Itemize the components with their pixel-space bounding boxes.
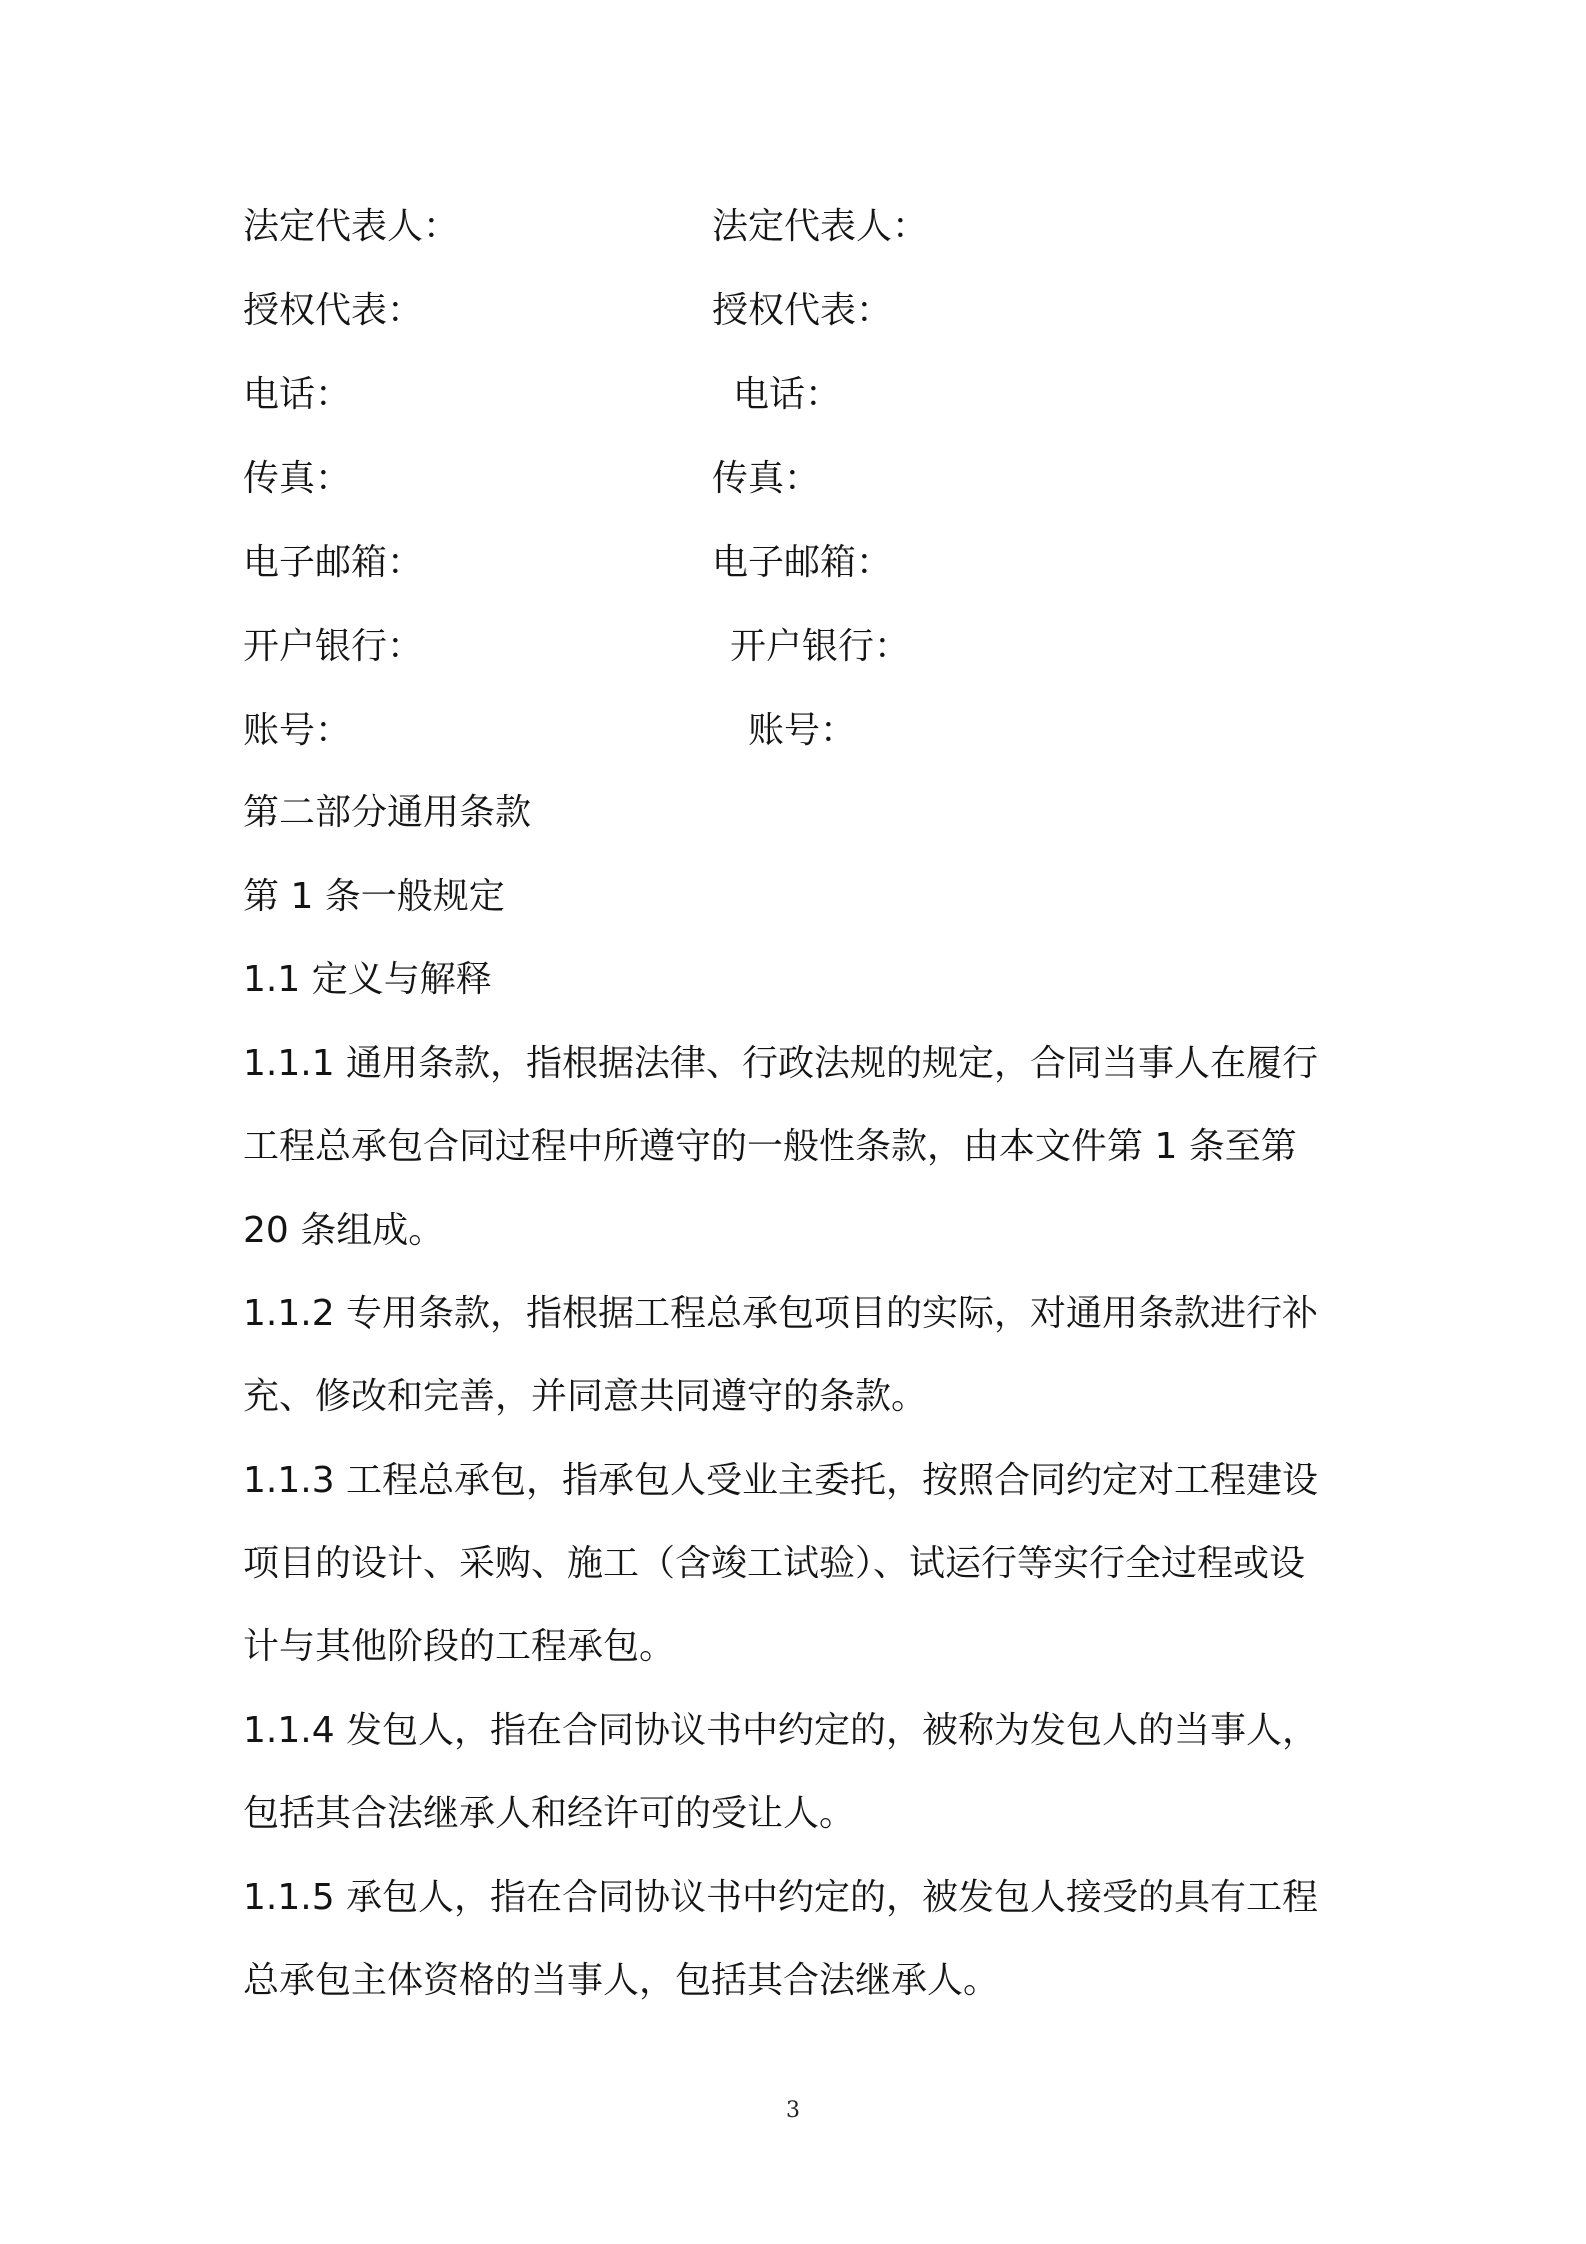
article-heading: 第 1 条一般规定 — [243, 876, 505, 917]
field-left-email: 电子邮箱： — [243, 542, 424, 583]
field-left-telephone: 电话： — [243, 374, 352, 415]
paragraph-line: 工程总承包合同过程中所遵守的一般性条款，由本文件第 1 条至第 — [243, 1126, 1297, 1167]
field-left-fax: 传真： — [243, 458, 352, 499]
field-left-authorized-representative: 授权代表： — [243, 290, 424, 331]
clause-heading: 1.1 定义与解释 — [243, 959, 492, 1000]
field-left-account: 账号： — [243, 710, 352, 751]
field-left-bank: 开户银行： — [243, 626, 424, 667]
paragraph-line: 1.1.2 专用条款，指根据工程总承包项目的实际，对通用条款进行补 — [243, 1293, 1319, 1334]
paragraph-line: 20 条组成。 — [243, 1210, 445, 1251]
field-right-authorized-representative: 授权代表： — [712, 290, 893, 331]
page-number: 3 — [786, 2098, 800, 2123]
field-right-email: 电子邮箱： — [712, 542, 893, 583]
paragraph-line: 1.1.3 工程总承包，指承包人受业主委托，按照合同约定对工程建设 — [243, 1460, 1319, 1501]
field-right-account: 账号： — [748, 710, 857, 751]
paragraph-line: 充、修改和完善，并同意共同遵守的条款。 — [243, 1376, 928, 1417]
paragraph-line: 项目的设计、采购、施工（含竣工试验）、试运行等实行全过程或设 — [243, 1543, 1306, 1584]
section-heading: 第二部分通用条款 — [243, 792, 532, 833]
field-left-legal-representative: 法定代表人： — [243, 206, 460, 247]
field-right-fax: 传真： — [712, 458, 821, 499]
field-right-legal-representative: 法定代表人： — [712, 206, 929, 247]
paragraph-line: 1.1.4 发包人，指在合同协议书中约定的，被称为发包人的当事人， — [243, 1710, 1319, 1751]
paragraph-line: 1.1.1 通用条款，指根据法律、行政法规的规定，合同当事人在履行 — [243, 1043, 1319, 1084]
field-right-bank: 开户银行： — [730, 626, 911, 667]
paragraph-line: 包括其合法继承人和经许可的受让人。 — [243, 1793, 856, 1834]
paragraph-line: 总承包主体资格的当事人，包括其合法继承人。 — [243, 1960, 1000, 2001]
paragraph-line: 1.1.5 承包人，指在合同协议书中约定的，被发包人接受的具有工程 — [243, 1877, 1319, 1918]
paragraph-line: 计与其他阶段的工程承包。 — [243, 1626, 676, 1667]
field-right-telephone: 电话： — [733, 374, 842, 415]
